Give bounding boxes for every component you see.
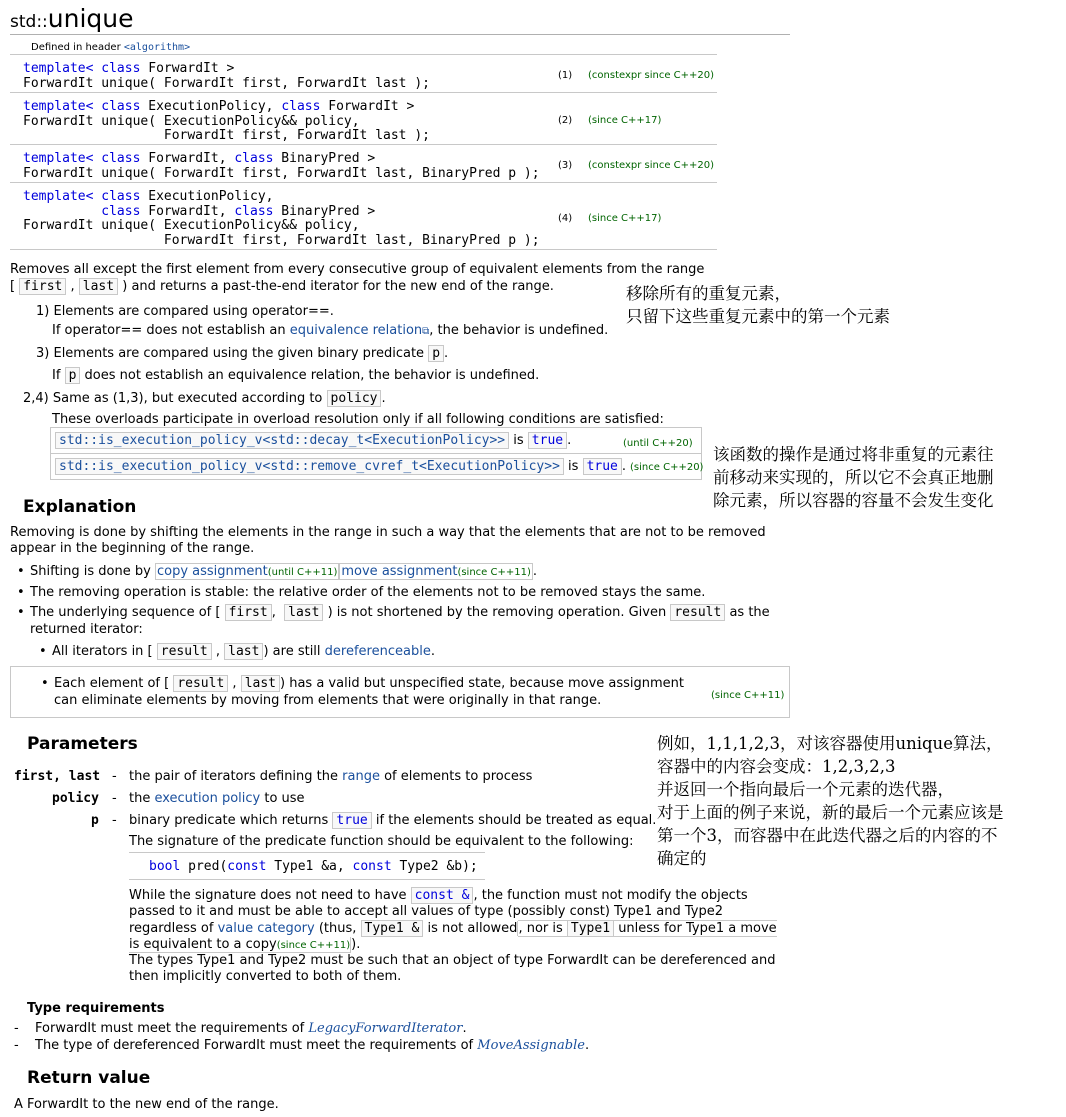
declaration-since: (since C++17) (588, 213, 662, 224)
item-3-text: Elements are compared using the given binary predicate (53, 346, 425, 361)
code-keyword: class (234, 151, 274, 166)
explanation-bullet-1 (30, 563, 537, 581)
code-line (23, 217, 540, 232)
w3-box (518, 920, 776, 937)
w4-b: ). (351, 937, 361, 952)
declaration-number: (4) (558, 213, 573, 224)
signature-box (129, 852, 485, 880)
r1-a: ForwardIt (35, 1021, 97, 1036)
b3-first: first (225, 604, 272, 621)
cond-2-is: is (568, 459, 579, 474)
cond-1-code[interactable]: std::is_execution_policy_v<std::decay_t<ExecutionPolicy>> (55, 432, 509, 449)
code-line (23, 165, 540, 180)
param-1-dash: - (112, 769, 117, 784)
annotation-3-line: 第一个3，而容器中在此迭代器之后的内容的不 (657, 826, 998, 845)
code-keyword: class (101, 151, 141, 166)
param-p-w2: passed to it and must be able to accept all values of type (possibly const) Type1 and Type2 (129, 904, 724, 919)
annotation-3-line: 例如，1,1,1,2,3，对该容器使用unique算法， (657, 734, 1003, 753)
item-3-sub-a: If (52, 368, 61, 383)
annotation-3-line: 并返回一个指向最后一个元素的迭代器， (657, 780, 954, 799)
intro-first: first (19, 278, 66, 295)
code-line (23, 150, 540, 165)
code-keyword: class (234, 203, 274, 219)
sb2-last: last (241, 675, 280, 692)
item-24-text: Same as (1,3), but executed according to (52, 391, 323, 406)
param-p-w3 (129, 920, 777, 937)
type-req-1-dash: - (14, 1021, 19, 1036)
parameters-heading: Parameters (27, 734, 138, 754)
item-1-text: Elements are compared using (53, 304, 253, 319)
declarations-bottom-border (10, 249, 717, 250)
sb1-last: last (224, 643, 263, 660)
intro-last: last (79, 278, 118, 295)
item-24 (23, 390, 386, 407)
sb2-since: (since C++11) (711, 690, 785, 701)
intro-line-1: Removes all except the first element from every consecutive group of equivalent elements from the range (10, 262, 705, 277)
header-line (31, 41, 190, 54)
param-2-dash: - (112, 791, 117, 806)
annotation-3 (657, 732, 1004, 870)
item-3-p: p (428, 345, 444, 362)
sb1-a: All iterators in [ (52, 644, 153, 659)
code-keyword: template< (23, 99, 102, 114)
item-1-sub-c: , the behavior is undefined. (429, 323, 609, 338)
r1-b: must meet the requirements of (96, 1021, 309, 1036)
explanation-p2: appear in the beginning of the range. (10, 541, 255, 556)
cond-2-dot: . (621, 459, 627, 474)
item-24-sub: These overloads participate in overload resolution only if all following conditions are satisfied: (52, 412, 664, 427)
rv-a: A (14, 1097, 28, 1112)
item-3 (36, 345, 448, 362)
header-link[interactable]: <algorithm> (123, 42, 191, 53)
code-text: ForwardIt, (140, 151, 235, 166)
p2-b: to use (260, 791, 305, 806)
explanation-subbullet-2-cont: can eliminate elements by moving from elements that were originally in that range. (54, 693, 602, 708)
annotation-3-line: 容器中的内容会变成：1,2,3,2,3 (657, 757, 896, 776)
w3-b: (thus, (314, 921, 357, 936)
sb2-result: result (173, 675, 228, 692)
rv-code: ForwardIt (27, 1097, 89, 1112)
predicate-signature (149, 858, 478, 875)
range-link[interactable]: range (342, 769, 380, 784)
sb1-b: ) are still (263, 644, 325, 659)
sb2-comma: , (232, 676, 237, 691)
condition-row-2 (50, 453, 702, 480)
declaration-code (23, 98, 430, 142)
r2-code: ForwardIt (203, 1038, 266, 1053)
external-link-icon: ⧉ (422, 326, 430, 337)
explanation-subbullet-2 (54, 675, 684, 692)
code-text: BinaryPred > (273, 151, 376, 166)
code-text: ExecutionPolicy, (140, 99, 282, 114)
code-keyword: template< (23, 189, 102, 204)
code-text: Type1 &a, (266, 859, 353, 874)
cond-2-true: true (583, 458, 622, 475)
code-line (23, 127, 430, 142)
explanation-subbullet-1 (52, 643, 435, 660)
code-text: ForwardIt first, ForwardIt last ); (23, 128, 430, 143)
code-keyword: class (101, 189, 141, 204)
declaration-since: (constexpr since C++20) (588, 160, 715, 171)
code-text: ForwardIt > (320, 99, 415, 114)
p1-b: of elements to process (379, 769, 533, 784)
b1-box (155, 563, 339, 580)
annotation-2-line: 前移动来实现的，所以它不会真正地删 (713, 468, 994, 487)
w1-a: While the signature does not need to have (129, 888, 407, 903)
declaration-code (23, 60, 430, 89)
item-24-dot: . (381, 391, 386, 406)
item-1-label: 1) (36, 304, 50, 319)
param-3-dash: - (112, 813, 117, 828)
item-1-op: operator== (252, 304, 330, 319)
annotation-3-line: 确定的 (657, 849, 707, 868)
sb2-b: ) has a valid but unspecified state, because move assignment (280, 676, 685, 691)
declaration-code (23, 188, 540, 246)
item-3-sub-b: does not establish an equivalence relation, the behavior is undefined. (84, 368, 540, 383)
annotation-1 (626, 282, 890, 328)
item-1-sub-a: If (52, 323, 65, 338)
declaration-since: (constexpr since C++20) (588, 70, 715, 81)
r2-a: The type of dereferenced (35, 1038, 204, 1053)
explanation-heading: Explanation (23, 497, 137, 517)
declaration-1 (10, 54, 717, 93)
code-line (23, 203, 540, 218)
annotation-2-line: 除元素，所以容器的容量不会发生变化 (713, 491, 994, 510)
param-p-w1 (129, 887, 748, 904)
b3-last: last (284, 604, 323, 621)
return-value-heading: Return value (27, 1068, 151, 1088)
b1-since: (since C++11) (457, 567, 531, 578)
w1-const: const & (411, 887, 474, 904)
item-3-sub-p: p (65, 367, 81, 384)
w3-d: , nor is (518, 921, 563, 936)
item-1 (36, 303, 334, 320)
code-keyword: class (281, 99, 321, 114)
code-text: ExecutionPolicy, (140, 189, 274, 204)
b3-b: ) is not shortened by the removing operation. Given (327, 605, 667, 620)
header-prefix: Defined in header (31, 42, 124, 53)
code-keyword: template< (23, 151, 102, 166)
legacy-forward-iterator-link[interactable]: LegacyForwardIterator (308, 1021, 463, 1036)
param-p-w6: then implicitly converted to both of them. (129, 969, 402, 984)
declaration-3 (10, 144, 717, 183)
item-1-sub (52, 322, 608, 340)
w3-type1b: Type1 (567, 920, 614, 937)
code-text: BinaryPred > (273, 203, 376, 219)
item-3-sub (52, 367, 539, 384)
annotation-2 (713, 443, 994, 512)
return-value-text (14, 1096, 279, 1113)
p3-b: if the elements should be treated as equal. (375, 813, 657, 828)
dereferenceable-link[interactable]: dereferenceable (324, 644, 431, 659)
code-text: ForwardIt unique( ExecutionPolicy&& policy, (23, 218, 360, 233)
code-keyword: class (101, 203, 141, 219)
move-assignment-link[interactable]: move assignment (341, 564, 458, 579)
p1-a: the pair of iterators defining the (129, 769, 343, 784)
move-assignable-link[interactable]: MoveAssignable (477, 1038, 585, 1053)
execution-policy-link[interactable]: execution policy (154, 791, 261, 806)
cond-1-since: (until C++20) (623, 438, 693, 449)
equivalence-relation-link[interactable]: equivalence relation (289, 323, 423, 338)
param-first-last-name: first, last (14, 769, 101, 784)
intro-line-2 (10, 278, 554, 295)
code-text: ForwardIt unique( ForwardIt first, ForwardIt last ); (23, 75, 430, 91)
cond-1-true: true (528, 432, 567, 449)
code-line (23, 98, 430, 113)
rv-b: to the new end of the range. (88, 1097, 279, 1112)
param-policy-name: policy (52, 791, 99, 806)
explanation-bullet-3 (30, 604, 770, 621)
param-p-name: p (91, 813, 99, 828)
type-req-2-dash: - (14, 1038, 19, 1053)
code-text: ForwardIt first, ForwardIt last, BinaryPred p ); (23, 232, 540, 248)
code-text: ForwardIt unique( ExecutionPolicy&& policy, (23, 113, 360, 129)
code-line (23, 232, 540, 247)
declaration-4 (10, 182, 717, 250)
p2-a: the (129, 791, 155, 806)
code-text: Type2 &b); (391, 859, 478, 874)
code-text: ForwardIt unique( ForwardIt first, ForwardIt last, BinaryPred p ); (23, 165, 540, 181)
annotation-2-line: 该函数的操作是通过将非重复的元素往 (713, 445, 994, 464)
sb2-a: Each element of [ (54, 676, 170, 691)
w3-c: is not allowed (427, 921, 518, 936)
item-3-label: 3) (36, 346, 50, 361)
p3-a: binary predicate which returns (129, 813, 329, 828)
since-cpp11-box (10, 666, 790, 718)
explanation-bullet-2: • The removing operation is stable: the relative order of the elements not to be removed stays the same. (30, 584, 705, 601)
title-divider (10, 34, 790, 35)
intro-bracket: [ (10, 279, 16, 294)
code-text: ForwardIt > (140, 61, 235, 76)
code-text: ForwardIt, (140, 203, 235, 219)
w3-e: unless for Type1 a move (618, 921, 777, 936)
value-category-link[interactable]: value category (217, 921, 315, 936)
annotation-1-line: 只留下这些重复元素中的第一个元素 (626, 307, 890, 326)
code-keyword: class (101, 99, 141, 114)
declaration-code (23, 150, 540, 179)
p3-true: true (332, 812, 371, 829)
item-24-policy: policy (327, 390, 382, 407)
r2-b: must meet the requirements of (265, 1038, 478, 1053)
declaration-number: (1) (558, 70, 573, 81)
type-req-2 (35, 1037, 589, 1054)
b1-until: (until C++11) (267, 567, 338, 578)
intro-rest: ) and returns a past-the-end iterator for the new end of the range. (122, 279, 554, 294)
w3-type1: Type1 & (361, 920, 424, 937)
code-line (23, 60, 430, 75)
sb1-comma: , (215, 644, 221, 659)
annotation-1-line: 移除所有的重复元素， (626, 284, 791, 303)
b3-a: The underlying sequence of [ (30, 605, 221, 620)
cond-1-dot: . (567, 433, 572, 448)
code-keyword: bool (149, 859, 181, 874)
cond-2-code[interactable]: std::is_execution_policy_v<std::remove_cvref_t<ExecutionPolicy>> (55, 458, 564, 475)
r1-dot: . (462, 1021, 467, 1036)
b1-dot: . (532, 564, 538, 579)
code-keyword: const (227, 859, 267, 874)
w3-a: regardless of (129, 921, 218, 936)
cond-2-since: (since C++20) (630, 462, 704, 473)
param-p-sig-intro: The signature of the predicate function should be equivalent to the following: (129, 834, 634, 849)
sb1-result: result (157, 643, 212, 660)
w1-b: , the function must not modify the objects (473, 888, 748, 903)
item-1-sub-op: operator== (64, 323, 143, 338)
item-24-label: 2,4) (23, 391, 49, 406)
code-text: pred( (180, 859, 228, 874)
code-line (23, 113, 430, 128)
r2-dot: . (584, 1038, 590, 1053)
title-namespace: std:: (10, 12, 48, 32)
code-keyword: template< (23, 61, 102, 76)
explanation-p1: Removing is done by shifting the elements in the range in such a way that the elements that are not to be removed (10, 525, 766, 540)
param-policy-desc (129, 790, 305, 807)
code-keyword: class (101, 61, 141, 76)
b3-c: as the (729, 605, 770, 620)
param-first-last-desc (129, 768, 532, 785)
b1-text: Shifting is done by (30, 564, 155, 579)
sb1-dot: . (430, 644, 435, 659)
declaration-number: (2) (558, 115, 573, 126)
w4-since: (since C++11) (276, 940, 351, 951)
b3-comma: , (271, 605, 276, 620)
type-req-heading: Type requirements (27, 1001, 165, 1016)
intro-comma: , (70, 279, 75, 294)
type-req-1 (35, 1020, 467, 1037)
title-name: unique (47, 4, 134, 33)
item-3-dot: . (444, 346, 449, 361)
declaration-2 (10, 92, 717, 145)
code-line (23, 75, 430, 90)
copy-assignment-link[interactable]: copy assignment (156, 564, 268, 579)
annotation-3-line: 对于上面的例子来说，新的最后一个元素应该是 (657, 803, 1004, 822)
condition-row-1 (50, 427, 702, 454)
explanation-bullet-3-cont: returned iterator: (30, 622, 143, 637)
cond-1-is: is (513, 433, 524, 448)
declaration-number: (3) (558, 160, 573, 171)
code-line (23, 188, 540, 203)
param-p-desc (129, 812, 656, 829)
item-1-sub-b: does not establish an (142, 323, 290, 338)
param-p-w5: The types Type1 and Type2 must be such that an object of type ForwardIt can be dereferenced and (129, 953, 776, 968)
b1-box-2 (339, 563, 533, 580)
code-keyword: const (352, 859, 392, 874)
item-1-dot: . (329, 304, 334, 319)
declaration-since: (since C++17) (588, 115, 662, 126)
w4-a: is equivalent to a copy (129, 937, 277, 952)
page-title (10, 4, 134, 37)
b3-result: result (670, 604, 725, 621)
